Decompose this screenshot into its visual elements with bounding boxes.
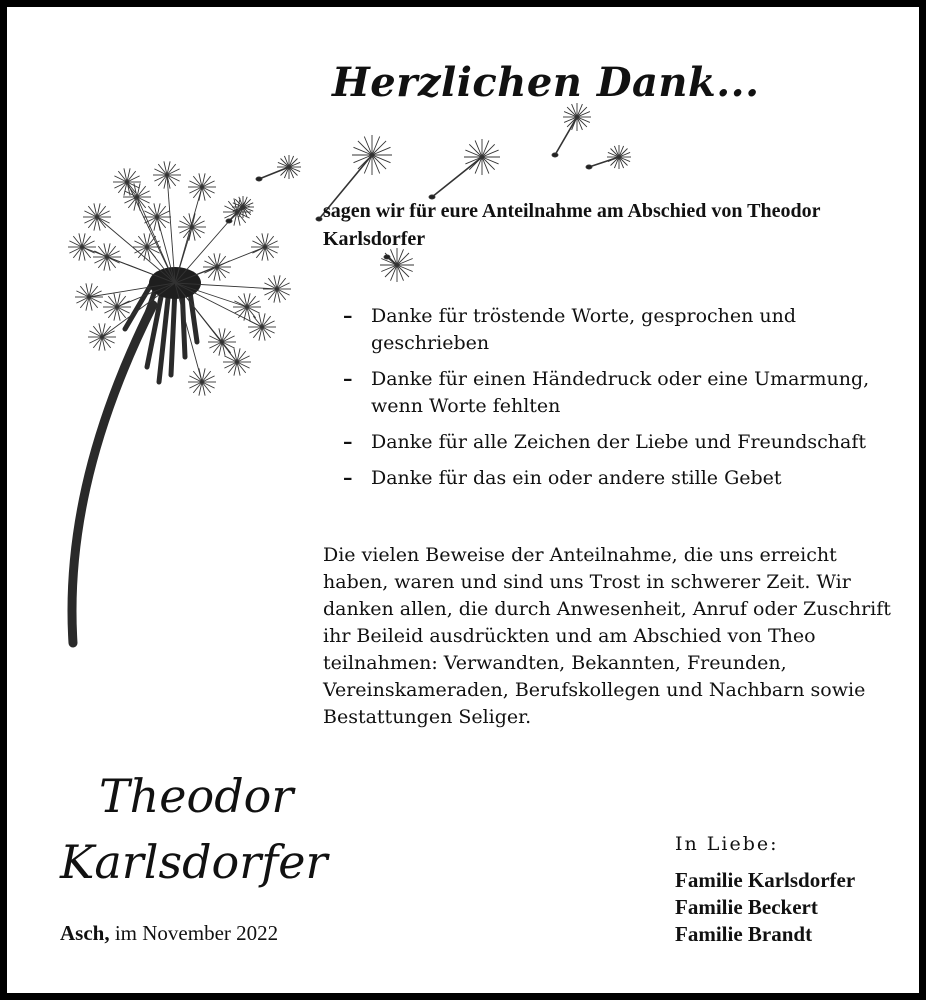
family-name: Familie Brandt [675, 922, 813, 946]
family-list [675, 867, 855, 948]
date: im November 2022 [114, 921, 279, 945]
list-item-text: Danke für alle Zeichen der Liebe und Freundschaft [371, 431, 867, 453]
list-item-text: Danke für einen Händedruck oder eine Umarmung, wenn Worte fehlten [371, 368, 870, 417]
family-name: Familie Karlsdorfer [675, 868, 856, 892]
page-title: Herzlichen Dank... [332, 59, 760, 106]
place: Asch, [60, 921, 110, 945]
family-name: Familie Beckert [675, 895, 818, 919]
list-item [343, 366, 903, 420]
list-item [343, 429, 903, 456]
list-item-text: Danke für tröstende Worte, gesprochen und geschrieben [371, 305, 797, 354]
deceased-first-name: Theodor [99, 769, 294, 823]
dash-bullet: – [343, 368, 353, 390]
place-date [60, 921, 278, 946]
dash-bullet: – [343, 467, 353, 489]
list-item [343, 465, 903, 492]
gratitude-paragraph: Die vielen Beweise der Anteilnahme, die uns erreicht haben, waren und sind uns Trost in schwerer Zeit. Wir danken allen, die durch Anwesenheit, Anruf oder Zuschrift ihr Beileid ausdrückten und am Abschied von Theo teilnahmen: Verwandten, Bekannten, Freunden, Vereinskameraden, Berufskollegen und Nachbarn sowie Bestattungen Seliger. [323, 544, 891, 728]
intro-text: sagen wir für eure Anteilnahme am Abschied von Theodor Karlsdorfer [323, 200, 821, 250]
signoff-heading: In Liebe: [675, 833, 779, 855]
list-item [343, 303, 903, 357]
dash-bullet: – [343, 305, 353, 327]
dash-bullet: – [343, 431, 353, 453]
deceased-last-name: Karlsdorfer [60, 835, 328, 889]
list-item-text: Danke für das ein oder andere stille Gebet [371, 467, 782, 489]
obituary-card [7, 7, 919, 993]
thanks-list [343, 303, 903, 501]
